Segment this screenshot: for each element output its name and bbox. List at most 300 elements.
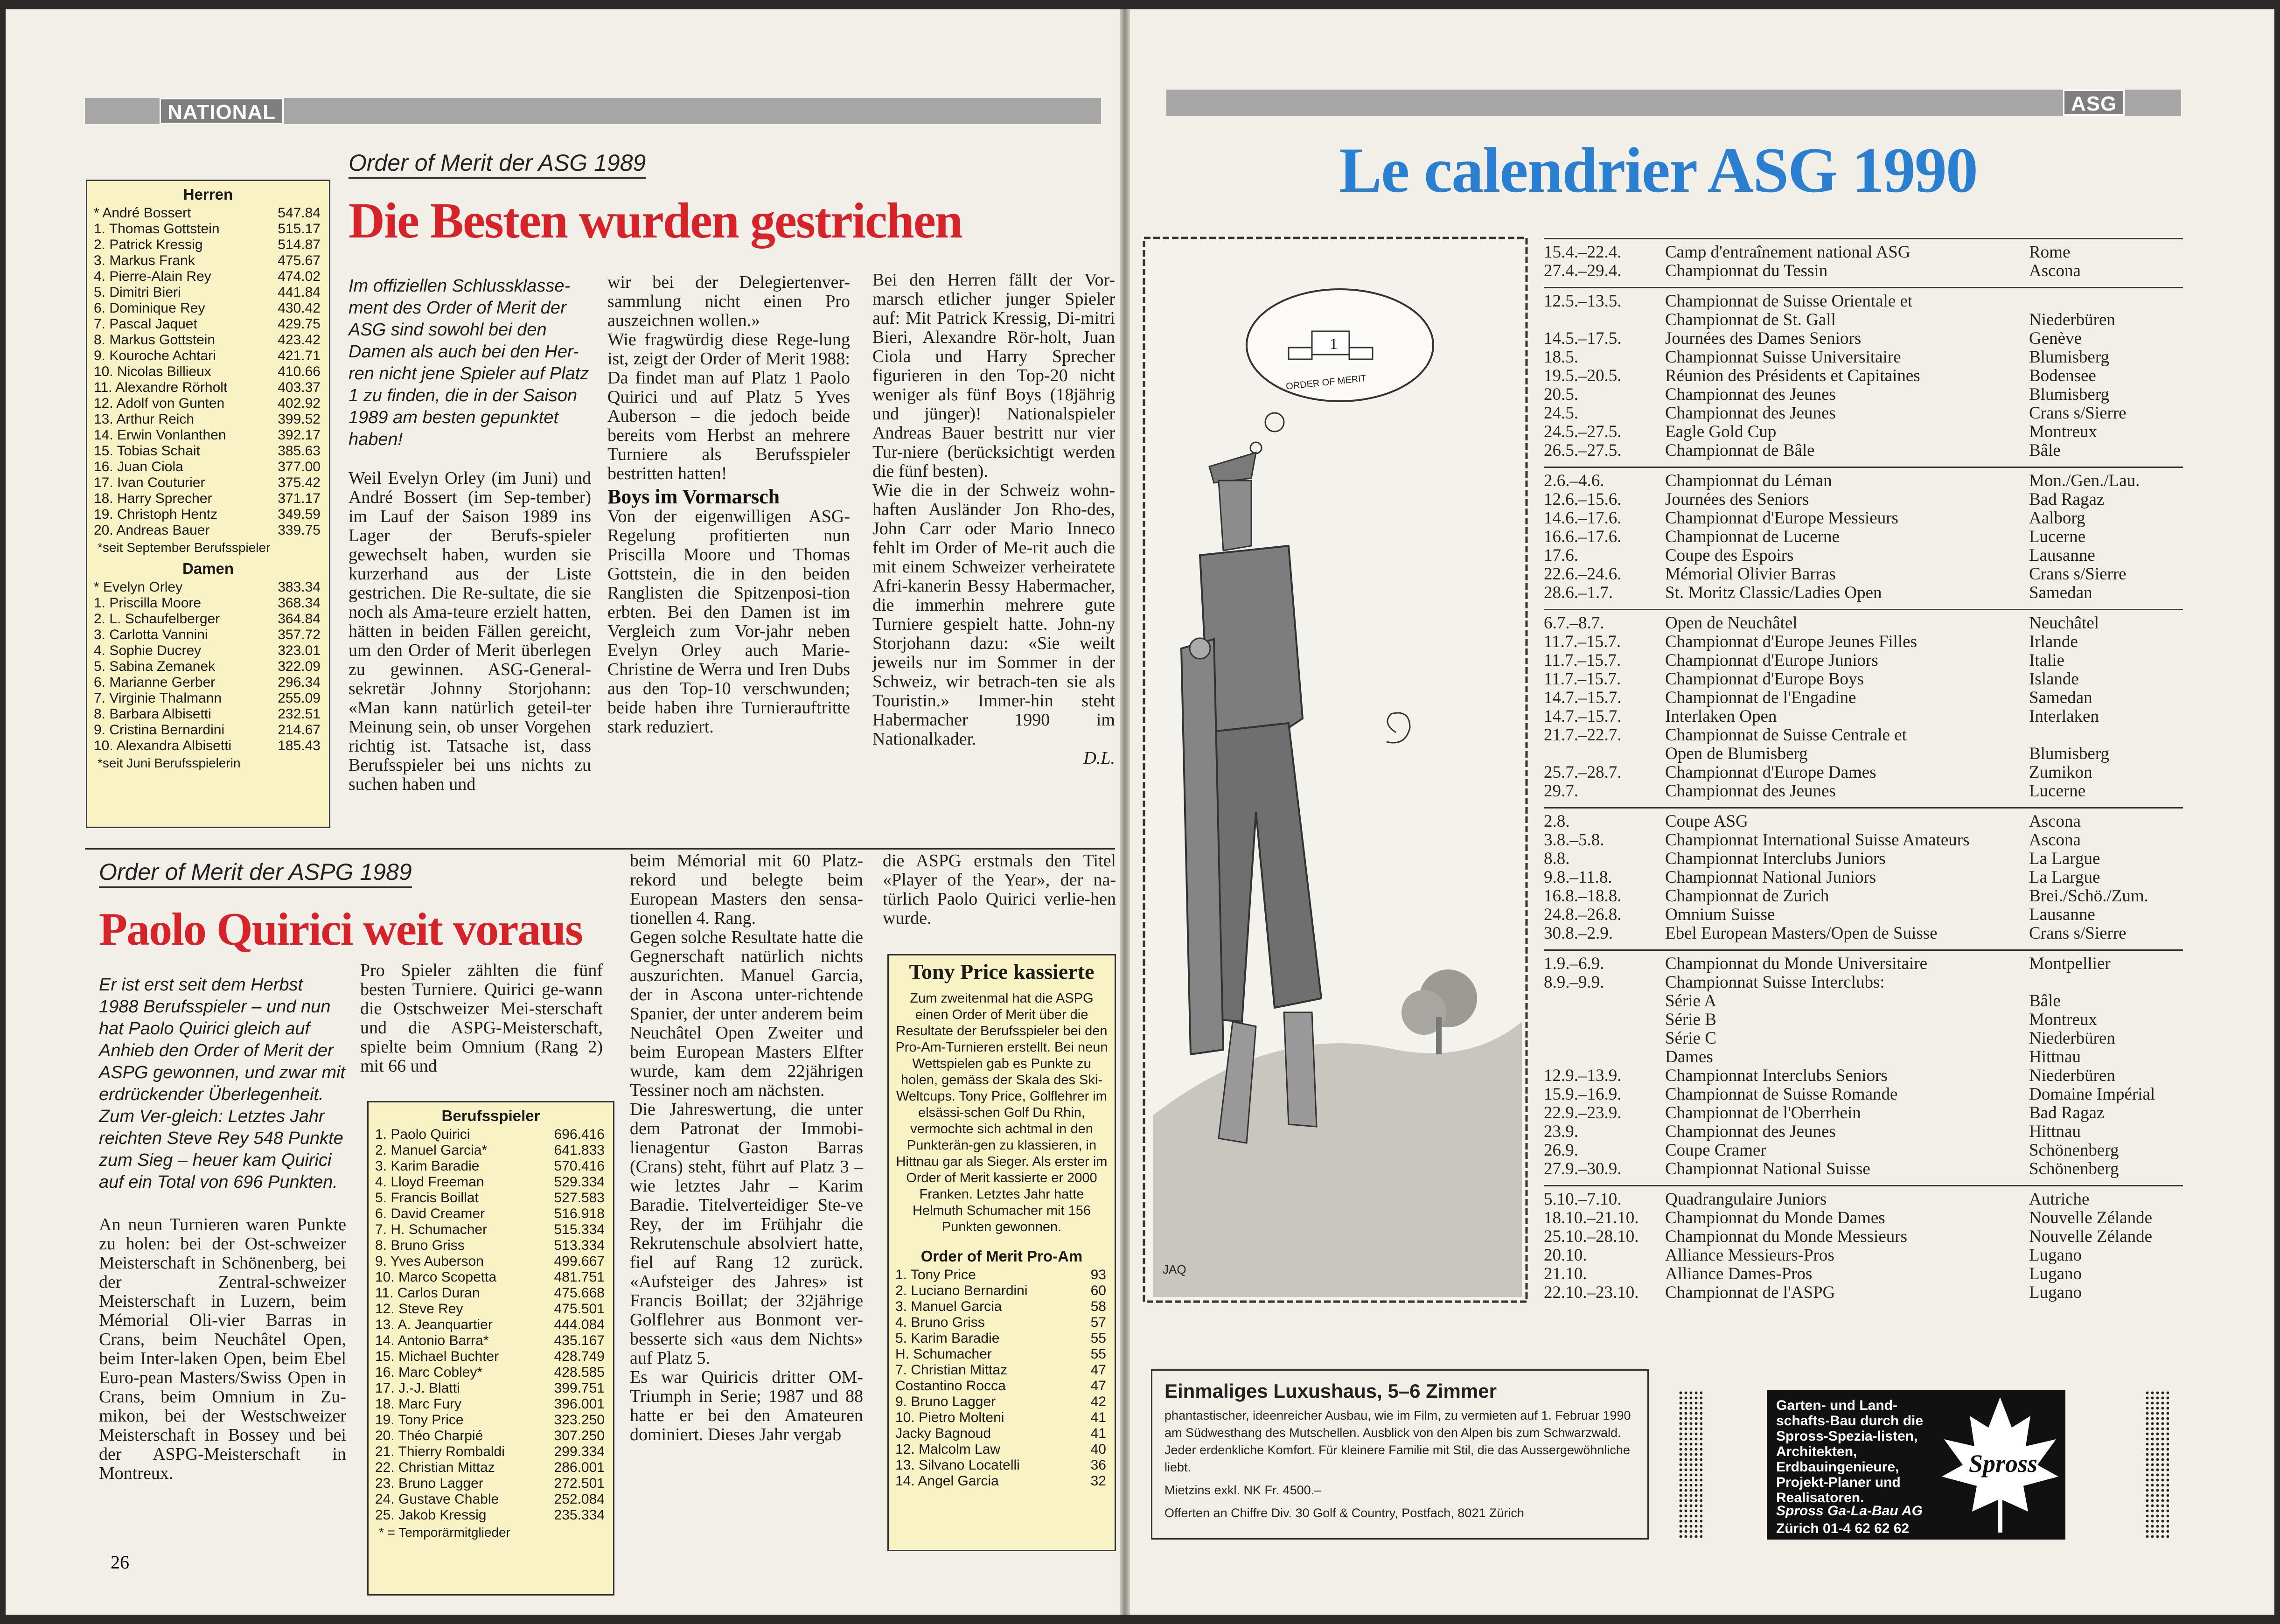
pro-ranking-row: [375, 1507, 607, 1523]
men-ranking-name: 6. Dominique Rey: [94, 300, 205, 316]
calendar-row: [1544, 868, 2183, 887]
calendar-date: 27.4.–29.4.: [1544, 261, 1622, 280]
calendar-date: 24.5.: [1544, 404, 1578, 423]
calendar-row: [1544, 1209, 2183, 1227]
article1-col2-p2: Wie fragwürdig diese Rege-lung ist, zeigt der Order of Merit 1988: Da findet man auf Platz 1 Paolo Quirici und auf Platz 5 Yves Auberson – die jedoch beide bereits vom Herbst an mehrere Turniere als Berufsspieler bestritten hatten!: [607, 330, 850, 483]
men-ranking-value: 402.92: [278, 396, 321, 411]
calendar-event: Championnat du Monde Messieurs: [1665, 1227, 1907, 1246]
calendar-place: Bodensee: [2029, 366, 2096, 385]
proam-ranking-name: 9. Bruno Lagger: [895, 1394, 996, 1409]
men-ranking-row: [94, 523, 322, 538]
calendar-place: Bad Ragaz: [2029, 1103, 2105, 1122]
article1-col1-p1: Weil Evelyn Orley (im Juni) und André Bossert (im Sep-tember) im Lauf der Saison 1989 ins Lager der Berufs-spieler gewechselt haben, wurden sie kurzerhand aus der Liste gestrichen. Die Re-sultate, die sie noch als Ama-teure erzielt hatten, hätten in beiden Fällen gereicht, um den Order of Merit überlegen zu gewinnen. ASG-General-sekretär Johnny Storjohann: «Man kann natürlich geteil-ter Meinung sein, ob unser Vorgehen richtig ist. Tatsache ist, dass Berufsspieler bei uns nichts zu suchen haben und: [349, 468, 591, 794]
men-ranking-row: [94, 316, 322, 332]
pro-ranking-row: [375, 1143, 607, 1158]
women-ranking-name: 5. Sabina Zemanek: [94, 659, 216, 674]
pro-ranking-row: [375, 1365, 607, 1380]
pro-ranking-value: 428.749: [554, 1349, 605, 1364]
article2-col1: An neun Turnieren waren Punkte zu holen: bei der Ost-schweizer Meisterschaft in Schönenberg, bei der Zentral-schweizer Meisterschaft in Luzern, beim Mémorial Oli-vier Barras in Crans, beim Neuchâtel Open, beim Inter-laken Open, beim Ebel Euro-pean Masters/Swiss Open in Crans, beim Omnium in Zu-mikon, bei der Westschweizer Meisterschaft in Bossey und bei der ASPG-Meisterschaft in Montreux.: [99, 1215, 346, 1483]
calendar-row: [1544, 1283, 2183, 1302]
golfer-illustration: [1135, 229, 1536, 1316]
women-ranking-value: 232.51: [278, 706, 321, 722]
calendar-place: Irlande: [2029, 632, 2078, 651]
calendar-place: Genève: [2029, 329, 2082, 348]
women-ranking-row: [94, 579, 322, 595]
men-ranking-table: [94, 205, 322, 538]
calendar-row: [1544, 992, 2183, 1011]
proam-ranking-name: 14. Angel Garcia: [895, 1473, 999, 1489]
men-ranking-value: 547.84: [278, 205, 321, 221]
proam-ranking-row: [895, 1457, 1108, 1473]
calendar-place: Montreux: [2029, 422, 2097, 441]
women-ranking-name: * Evelyn Orley: [94, 579, 183, 595]
article-divider: [85, 848, 1115, 850]
women-ranking-row: [94, 690, 322, 706]
proam-ranking-value: 47: [1090, 1362, 1106, 1378]
proam-ranking-row: [895, 1331, 1108, 1346]
pro-ranking-value: 475.501: [554, 1301, 605, 1317]
illustration-signature: JAQ: [1163, 1262, 1186, 1276]
women-ranking-table: [94, 579, 322, 754]
pro-ranking-name: 8. Bruno Griss: [375, 1238, 465, 1253]
article2-col3-p1: beim Mémorial mit 60 Platz-rekord und belegte beim European Masters den sensa-tionellen 4. Rang.: [630, 851, 863, 928]
golfer-drawing-svg: [1135, 229, 1536, 1316]
pro-ranking-row: [375, 1238, 607, 1254]
calendar-date: 22.10.–23.10.: [1544, 1283, 1639, 1302]
men-ranking-row: [94, 237, 322, 253]
calendar-date: 21.7.–22.7.: [1544, 725, 1622, 745]
pro-ranking-row: [375, 1444, 607, 1460]
men-ranking-name: 14. Erwin Vonlanthen: [94, 427, 226, 443]
calendar-title: Le calendrier ASG 1990: [1339, 134, 1977, 206]
calendar-event: Championnat de St. Gall: [1665, 310, 1836, 329]
men-ranking-value: 475.67: [278, 253, 321, 268]
calendar-date: 20.5.: [1544, 385, 1578, 404]
tony-price-text: Zum zweitenmal hat die ASPG einen Order of Merit über die Resultate der Berufsspieler bei den Pro-Am-Turnieren erstellt. Bei neun Wettspielen gab es Punkte zu holen, gemäss der Skala des Ski-Weltcups. Tony Price, Golflehrer im elsässi-schen Golf Du Rhin, vermochte sich achtmal in den Punkterän-gen zu klassieren, in Hittnau gar als Sieger. Als erster im Order of Merit kassierte er 2000 Franken. Letztes Jahr hatte Helmuth Schumacher mit 156 Punkten gewonnen.: [895, 991, 1108, 1234]
men-ranking-row: [94, 411, 322, 427]
pro-ranking-value: 399.751: [554, 1380, 605, 1396]
calendar-date: 18.5.: [1544, 348, 1578, 367]
ad-spross-brand-line: Spross Ga-La-Bau AG: [1776, 1503, 1923, 1519]
calendar-event: Championnat d'Europe Jeunes Filles: [1665, 632, 1917, 651]
calendar-row: [1544, 385, 2183, 404]
calendar-place: Domaine Impérial: [2029, 1085, 2155, 1104]
ad-spross: [1767, 1390, 2065, 1540]
men-ranking-name: 7. Pascal Jaquet: [94, 316, 197, 332]
calendar-event: Championnat National Juniors: [1665, 868, 1876, 887]
women-ranking-name: 9. Cristina Bernardini: [94, 722, 225, 738]
calendar-event: Interlaken Open: [1665, 707, 1777, 726]
calendar-event: Championnat de l'Oberrhein: [1665, 1103, 1861, 1122]
men-ranking-row: [94, 332, 322, 348]
women-ranking-row: [94, 611, 322, 627]
pro-ranking-name: 13. A. Jeanquartier: [375, 1317, 493, 1332]
calendar-event: Championnat Suisse Universitaire: [1665, 348, 1901, 367]
men-ranking-name: 18. Harry Sprecher: [94, 491, 212, 506]
pro-ranking-name: 11. Carlos Duran: [375, 1285, 480, 1301]
article1-lead: Im offiziellen Schlussklasse-ment des Order of Merit der ASG sind sowohl bei den Damen als auch bei den Her-ren nicht jene Spieler auf Platz 1 zu finden, die in der Saison 1989 am besten gepunktet haben!: [349, 276, 589, 449]
calendar-place: Interlaken: [2029, 707, 2099, 726]
pro-ranking-name: 25. Jakob Kressig: [375, 1507, 487, 1523]
pro-ranking-value: 641.833: [554, 1143, 605, 1158]
calendar-row: [1544, 262, 2183, 280]
calendar-place: Samedan: [2029, 583, 2092, 602]
calendar-date: [1544, 1029, 1665, 1048]
calendar-row: [1544, 509, 2183, 528]
calendar-block: [1544, 238, 2183, 287]
proam-ranking-value: 60: [1090, 1283, 1106, 1298]
men-ranking-name: 8. Markus Gottstein: [94, 332, 216, 348]
proam-ranking-title: Order of Merit Pro-Am: [920, 1248, 1083, 1265]
calendar-event: Championnat du Monde Dames: [1665, 1208, 1885, 1227]
pro-ranking-name: 14. Antonio Barra*: [375, 1333, 489, 1348]
men-ranking-name: 2. Patrick Kressig: [94, 237, 203, 252]
calendar-place: Autriche: [2029, 1190, 2090, 1209]
calendar-row: [1544, 1048, 2183, 1066]
men-ranking-row: [94, 348, 322, 364]
calendar-date: 3.8.–5.8.: [1544, 830, 1604, 850]
men-ranking-value: 377.00: [278, 459, 321, 474]
calendar-row: [1544, 726, 2183, 745]
article1-kicker: Order of Merit der ASG 1989: [349, 149, 646, 179]
left-page: [6, 9, 1120, 1615]
calendar-event: Réunion des Présidents et Capitaines: [1665, 366, 1920, 385]
calendar-date: 5.10.–7.10.: [1544, 1190, 1622, 1209]
calendar-row: [1544, 584, 2183, 602]
calendar-place: Bad Ragaz: [2029, 490, 2105, 509]
ad-luxushaus: [1151, 1369, 1649, 1540]
men-ranking-row: [94, 491, 322, 507]
calendar-date: 18.10.–21.10.: [1544, 1208, 1639, 1227]
ad-luxushaus-title: Einmaliges Luxushaus, 5–6 Zimmer: [1164, 1380, 1497, 1402]
calendar-event: Open de Neuchâtel: [1665, 613, 1798, 633]
article2-kicker: Order of Merit der ASPG 1989: [99, 858, 412, 888]
calendar-row: [1544, 1141, 2183, 1160]
proam-ranking-name: 2. Luciano Bernardini: [895, 1283, 1028, 1298]
proam-ranking-name: 13. Silvano Locatelli: [895, 1457, 1020, 1473]
pro-ranking-row: [375, 1158, 607, 1174]
calendar-row: [1544, 973, 2183, 992]
calendar-place: Nouvelle Zélande: [2029, 1227, 2153, 1246]
calendar-row: [1544, 1066, 2183, 1085]
pro-ranking-name: 4. Lloyd Freeman: [375, 1174, 484, 1190]
calendar-date: 29.7.: [1544, 781, 1578, 801]
women-ranking-row: [94, 738, 322, 754]
men-ranking-name: 12. Adolf von Gunten: [94, 396, 225, 411]
proam-ranking-value: 55: [1090, 1346, 1106, 1362]
calendar-date: 21.10.: [1544, 1264, 1587, 1283]
pro-ranking-name: 23. Bruno Lagger: [375, 1476, 483, 1491]
calendar-row: [1544, 528, 2183, 546]
pro-ranking-value: 499.667: [554, 1254, 605, 1269]
pro-ranking-row: [375, 1333, 607, 1349]
calendar-event: Championnat International Suisse Amateurs: [1665, 830, 1970, 850]
proam-ranking-name: 3. Manuel Garcia: [895, 1299, 1002, 1314]
proam-ranking-value: 32: [1090, 1473, 1106, 1489]
calendar-event: Championnat de Suisse Orientale et: [1665, 292, 1913, 311]
article1-signature: D.L.: [1083, 748, 1115, 768]
men-ranking-name: 1. Thomas Gottstein: [94, 221, 220, 237]
ad-spross-pattern-left: [1678, 1390, 1702, 1540]
women-ranking-row: [94, 722, 322, 738]
calendar-place: Lausanne: [2029, 546, 2095, 565]
women-ranking-name: 4. Sophie Ducrey: [94, 643, 202, 658]
calendar-event: Eagle Gold Cup: [1665, 422, 1777, 441]
pro-ranking-name: 3. Karim Baradie: [375, 1158, 480, 1174]
calendar-event: Coupe ASG: [1665, 812, 1748, 831]
calendar-row: [1544, 367, 2183, 385]
calendar-date: 12.5.–13.5.: [1544, 292, 1622, 311]
pro-ranking-name: 16. Marc Cobley*: [375, 1365, 483, 1380]
proam-ranking-row: [895, 1315, 1108, 1331]
men-ranking-row: [94, 380, 322, 396]
calendar-place: Lucerne: [2029, 781, 2086, 801]
article1-col2: [607, 273, 850, 737]
calendar-row: [1544, 546, 2183, 565]
men-ranking-name: * André Bossert: [94, 205, 191, 221]
proam-ranking-name: 10. Pietro Molteni: [895, 1410, 1004, 1425]
calendar-date: 14.7.–15.7.: [1544, 688, 1622, 707]
article1-kicker-wrap: [349, 149, 646, 179]
article2-col3: [630, 851, 863, 1444]
calendar-date: 23.9.: [1544, 1122, 1578, 1141]
women-ranking-name: 3. Carlotta Vannini: [94, 627, 208, 642]
women-ranking-title: Damen: [182, 560, 234, 577]
calendar-event: Championnat d'Europe Juniors: [1665, 651, 1878, 670]
men-ranking-note: *seit September Berufsspieler: [98, 540, 271, 555]
calendar-date: 22.9.–23.9.: [1544, 1103, 1622, 1122]
asg-ranking-box: [86, 180, 330, 828]
calendar-place: Montpellier: [2029, 954, 2111, 973]
calendar-event: Championnat du Léman: [1665, 471, 1832, 490]
article2-headline: Paolo Quirici weit voraus: [99, 903, 582, 955]
pro-ranking-value: 570.416: [554, 1158, 605, 1174]
calendar-date: 26.9.: [1544, 1141, 1578, 1160]
men-ranking-row: [94, 396, 322, 411]
calendar-place: [2029, 726, 2183, 745]
calendar-event: Championnat des Jeunes: [1665, 385, 1836, 404]
calendar-row: [1544, 1029, 2183, 1048]
pro-ranking-row: [375, 1492, 607, 1507]
calendar-place: Lucerne: [2029, 527, 2086, 546]
calendar-event: St. Moritz Classic/Ladies Open: [1665, 583, 1882, 602]
calendar-event: Championnat de Zurich: [1665, 886, 1829, 906]
pro-ranking-row: [375, 1349, 607, 1365]
men-ranking-name: 5. Dimitri Bieri: [94, 285, 181, 300]
article1-col3: [872, 271, 1115, 768]
men-ranking-value: 421.71: [278, 348, 321, 363]
calendar-date: 27.9.–30.9.: [1544, 1159, 1622, 1178]
proam-ranking-name: H. Schumacher: [895, 1346, 992, 1362]
calendar-event: Série A: [1665, 991, 1716, 1011]
ad-luxushaus-price: Mietzins exkl. NK Fr. 4500.–: [1164, 1483, 1322, 1497]
men-ranking-name: 9. Kouroche Achtari: [94, 348, 216, 363]
proam-ranking-name: Costantino Rocca: [895, 1378, 1006, 1394]
calendar-row: [1544, 670, 2183, 689]
calendar-date: 24.8.–26.8.: [1544, 905, 1622, 924]
calendar-date: 16.6.–17.6.: [1544, 527, 1622, 546]
calendar-place: Hittnau: [2029, 1122, 2081, 1141]
calendar-place: [2029, 973, 2183, 992]
calendar-place: Ascona: [2029, 261, 2081, 280]
calendar-row: [1544, 1246, 2183, 1265]
article1-col2-p3: Von der eigenwilligen ASG-Regelung profitierten nun Priscilla Moore und Thomas Gottstein, die in den beiden Ranglisten die Spitzenposi-tion erbten. Bei den Damen ist im Vergleich zum Vor-jahr neben Evelyn Orley auch Marie-Christine de Werra und Iren Dubs aus den Top-10 verschwunden; beide haben ihre Turnierauftritte stark reduziert.: [607, 507, 850, 737]
calendar-event: Coupe des Espoirs: [1665, 546, 1794, 565]
calendar-event: Championnat Suisse Interclubs:: [1665, 973, 1885, 992]
calendar-event: Journées des Dames Seniors: [1665, 329, 1862, 348]
calendar-place: Zumikon: [2029, 763, 2092, 782]
calendar-date: 25.7.–28.7.: [1544, 763, 1622, 782]
calendar-date: 2.8.: [1544, 812, 1570, 831]
calendar-event: Ebel European Masters/Open de Suisse: [1665, 924, 1938, 943]
calendar-row: [1544, 745, 2183, 763]
calendar-event: Championnat Interclubs Juniors: [1665, 849, 1886, 868]
pro-ranking-name: 18. Marc Fury: [375, 1396, 462, 1412]
proam-ranking-name: 5. Karim Baradie: [895, 1331, 1000, 1346]
maple-leaf-logo-icon: [1937, 1395, 2063, 1535]
calendar-event: Championnat de l'Engadine: [1665, 688, 1856, 707]
calendar-date: 14.6.–17.6.: [1544, 509, 1622, 528]
calendar-block: [1544, 287, 2183, 467]
calendar-place: Brei./Schö./Zum.: [2029, 886, 2148, 906]
article2-lead: Er ist erst seit dem Herbst 1988 Berufsspieler – und nun hat Paolo Quirici gleich auf Anhieb den Order of Merit der ASPG gewonnen, und zwar mit erdrückender Überlegenheit. Zum Ver-gleich: Letztes Jahr reichten Steve Rey 548 Punkte zum Sieg – heuer kam Quirici auf ein Total von 696 Punkten.: [99, 975, 346, 1192]
article1-col3-p1: Bei den Herren fällt der Vor-marsch etlicher junger Spieler auf: Mit Patrick Kressig, Di-mitri Bieri, Alexandre Rör-holt, Juan Ciola und Harry Sprecher figurieren in den Top-20 nicht weniger als fünf Boys (18jährig und jünger)! Nationalspieler Andreas Bauer bestritt nur vier Tur-niere (berücksichtigt werden die fünf besten).: [872, 270, 1115, 481]
pro-ranking-name: 12. Steve Rey: [375, 1301, 463, 1317]
calendar-date: [1544, 745, 1665, 763]
calendar-place: Niederbüren: [2029, 310, 2115, 329]
pro-ranking-row: [375, 1222, 607, 1238]
women-ranking-value: 255.09: [278, 690, 321, 706]
calendar-event: Championnat des Jeunes: [1665, 404, 1836, 423]
ad-spross-pattern-right: [2145, 1390, 2169, 1540]
women-ranking-value: 322.09: [278, 659, 321, 674]
men-ranking-row: [94, 253, 322, 269]
women-ranking-value: 357.72: [278, 627, 321, 642]
men-ranking-value: 429.75: [278, 316, 321, 332]
calendar-date: 19.5.–20.5.: [1544, 366, 1622, 385]
women-ranking-name: 10. Alexandra Albisetti: [94, 738, 232, 753]
calendar-event: Omnium Suisse: [1665, 905, 1775, 924]
calendar-event: Championnat de Suisse Centrale et: [1665, 725, 1907, 745]
calendar-block: [1544, 949, 2183, 1185]
women-ranking-name: 1. Priscilla Moore: [94, 595, 202, 611]
men-ranking-value: 349.59: [278, 507, 321, 522]
women-ranking-value: 383.34: [278, 579, 321, 595]
tony-price-box: [887, 954, 1116, 1551]
calendar-place: Ascona: [2029, 812, 2081, 831]
calendar-row: [1544, 850, 2183, 868]
pro-ranking-row: [375, 1206, 607, 1222]
calendar-row: [1544, 311, 2183, 329]
calendar-date: 11.7.–15.7.: [1544, 669, 1621, 689]
calendar-place: Blumisberg: [2029, 385, 2109, 404]
calendar-date: 14.5.–17.5.: [1544, 329, 1622, 348]
calendar-event: Alliance Messieurs-Pros: [1665, 1246, 1834, 1265]
calendar-block: [1544, 807, 2183, 949]
pro-ranking-value: 513.334: [554, 1238, 605, 1253]
calendar-place: Samedan: [2029, 688, 2092, 707]
calendar-row: [1544, 423, 2183, 441]
pro-ranking-name: 7. H. Schumacher: [375, 1222, 488, 1237]
calendar-date: 2.6.–4.6.: [1544, 471, 1604, 490]
calendar-block: [1544, 1185, 2183, 1309]
calendar-row: [1544, 1265, 2183, 1283]
calendar-row: [1544, 831, 2183, 850]
calendar-event: Championnat d'Europe Boys: [1665, 669, 1864, 689]
section-tag-asg: ASG: [2063, 90, 2125, 116]
men-ranking-row: [94, 427, 322, 443]
calendar-date: 16.8.–18.8.: [1544, 886, 1622, 906]
proam-ranking-row: [895, 1362, 1108, 1378]
calendar-place: Aalborg: [2029, 509, 2085, 528]
calendar-place: Niederbüren: [2029, 1066, 2115, 1085]
calendar-row: [1544, 1011, 2183, 1029]
article2-kicker-wrap: [99, 858, 412, 888]
article2-col3-p2: Gegen solche Resultate hatte die Gegnerschaft natürlich nichts auszurichten. Manuel Garcia, der in Ascona unter-richtende Spanier, der unter anderem beim Neuchâtel Open Zweiter und beim European Masters Elfter wurde, kam dem 22jährigen Tessiner noch am nächsten.: [630, 927, 863, 1100]
men-ranking-row: [94, 443, 322, 459]
pro-ranking-value: 235.334: [554, 1507, 605, 1523]
calendar-row: [1544, 490, 2183, 509]
article2-col4: die ASPG erstmals den Titel «Player of the Year», der na-türlich Paolo Quirici verlie-hen wurde.: [883, 851, 1116, 928]
proam-ranking-value: 41: [1090, 1410, 1106, 1425]
calendar-place: Bâle: [2029, 991, 2061, 1011]
calendar-date: 14.7.–15.7.: [1544, 707, 1622, 726]
calendar-event: Mémorial Olivier Barras: [1665, 565, 1836, 584]
calendar-row: [1544, 782, 2183, 801]
pro-ranking-value: 307.250: [554, 1428, 605, 1443]
men-ranking-row: [94, 507, 322, 523]
calendar-row: [1544, 1085, 2183, 1104]
proam-ranking-value: 58: [1090, 1299, 1106, 1314]
calendar-place: Crans s/Sierre: [2029, 404, 2127, 423]
pro-ranking-note: * = Temporärmitglieder: [379, 1525, 510, 1540]
men-ranking-name: 11. Alexandre Rörholt: [94, 380, 228, 395]
calendar-date: 1.9.–6.9.: [1544, 954, 1604, 973]
calendar-place: Schönenberg: [2029, 1159, 2119, 1178]
calendar-row: [1544, 1122, 2183, 1141]
calendar-date: 28.6.–1.7.: [1544, 583, 1613, 602]
men-ranking-row: [94, 269, 322, 285]
pro-ranking-name: 6. David Creamer: [375, 1206, 485, 1221]
calendar-event: Championnat d'Europe Messieurs: [1665, 509, 1898, 528]
men-ranking-row: [94, 205, 322, 221]
calendar-date: 17.6.: [1544, 546, 1578, 565]
section-tag-national: NATIONAL: [160, 98, 284, 124]
women-ranking-value: 323.01: [278, 643, 321, 658]
men-ranking-value: 474.02: [278, 269, 321, 284]
calendar-date: 12.6.–15.6.: [1544, 490, 1622, 509]
women-ranking-row: [94, 659, 322, 675]
proam-ranking-name: 7. Christian Mittaz: [895, 1362, 1008, 1378]
men-ranking-value: 375.42: [278, 475, 321, 490]
calendar-row: [1544, 348, 2183, 367]
women-ranking-note: *seit Juni Berufsspielerin: [98, 756, 241, 770]
ad-spross-phone: Zürich 01-4 62 62 62: [1776, 1521, 1910, 1536]
article1-headline: Die Besten wurden gestrichen: [349, 193, 962, 249]
men-ranking-value: 399.52: [278, 411, 321, 427]
calendar-date: 15.9.–16.9.: [1544, 1085, 1622, 1104]
men-ranking-value: 430.42: [278, 300, 321, 316]
calendar-row: [1544, 565, 2183, 584]
calendar-row: [1544, 329, 2183, 348]
pro-ranking-name: 2. Manuel Garcia*: [375, 1143, 488, 1158]
proam-ranking-row: [895, 1442, 1108, 1457]
calendar-date: [1544, 311, 1665, 329]
men-ranking-name: 10. Nicolas Billieux: [94, 364, 211, 379]
bubble-caption: ORDER OF MERIT: [1285, 373, 1367, 392]
calendar-row: [1544, 955, 2183, 973]
calendar-place: La Largue: [2029, 849, 2100, 868]
